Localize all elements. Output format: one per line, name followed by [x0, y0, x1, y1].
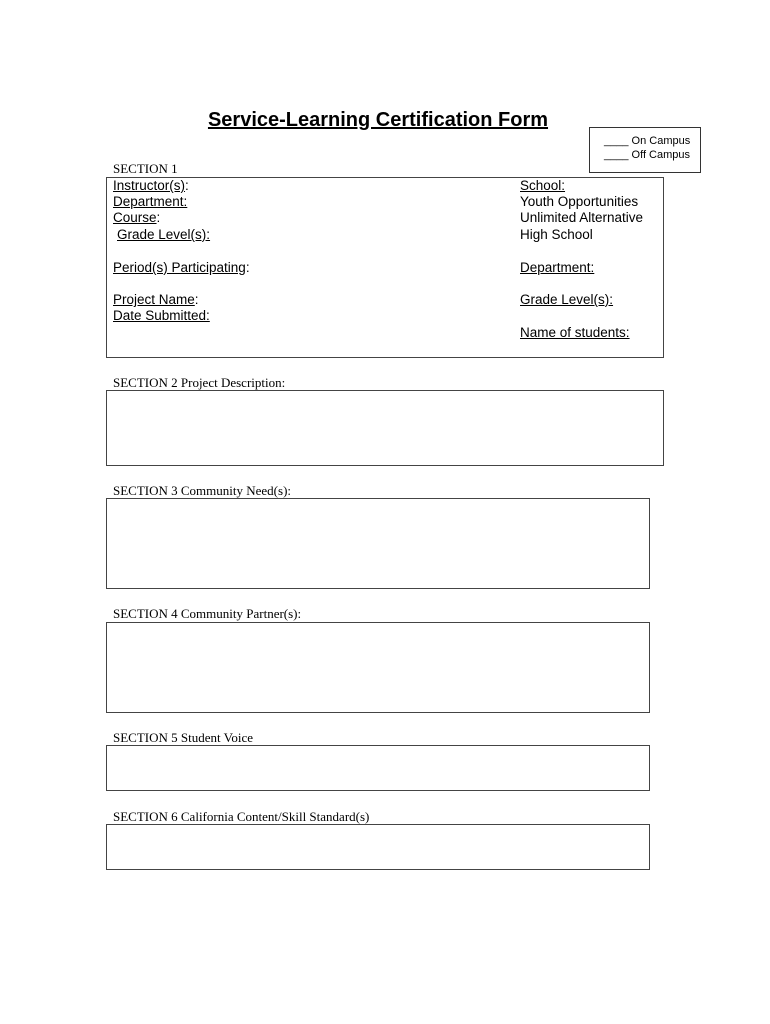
school-label: School:	[520, 178, 566, 193]
project-description-box[interactable]	[106, 390, 664, 466]
section5-heading: SECTION 5 Student Voice	[113, 730, 253, 745]
instructors-label: Instructor(s):	[113, 178, 189, 193]
student-voice-box[interactable]	[106, 745, 650, 791]
school-name-line2: Unlimited Alternative	[520, 210, 644, 225]
grade-level-label: Grade Level(s):	[117, 227, 211, 242]
community-need-box[interactable]	[106, 498, 650, 589]
section4-heading: SECTION 4 Community Partner(s):	[113, 606, 302, 621]
school-name-line1: Youth Opportunities	[520, 194, 639, 209]
course-label: Course:	[113, 210, 161, 225]
department-label: Department:	[113, 194, 188, 209]
community-partner-box[interactable]	[106, 622, 650, 713]
project-name-label: Project Name:	[113, 292, 199, 307]
campus-box	[589, 127, 701, 173]
periods-label: Period(s) Participating:	[113, 260, 250, 275]
name-of-students-label: Name of students:	[520, 325, 630, 340]
standards-box[interactable]	[106, 824, 650, 870]
form-title: Service-Learning Certification Form	[207, 109, 549, 131]
section6-heading: SECTION 6 California Content/Skill Standard(s)	[113, 809, 370, 824]
off-campus-option[interactable]: ____ Off Campus	[604, 149, 691, 161]
on-campus-option[interactable]: ____ On Campus	[604, 135, 691, 147]
school-name-line3: High School	[520, 227, 593, 242]
section2-heading: SECTION 2 Project Description:	[113, 375, 286, 390]
right-department-label: Department:	[520, 260, 595, 275]
section3-heading: SECTION 3 Community Need(s):	[113, 483, 292, 498]
date-submitted-label: Date Submitted:	[113, 308, 210, 323]
right-grade-level-label: Grade Level(s):	[520, 292, 614, 307]
section1-heading: SECTION 1	[113, 161, 178, 176]
